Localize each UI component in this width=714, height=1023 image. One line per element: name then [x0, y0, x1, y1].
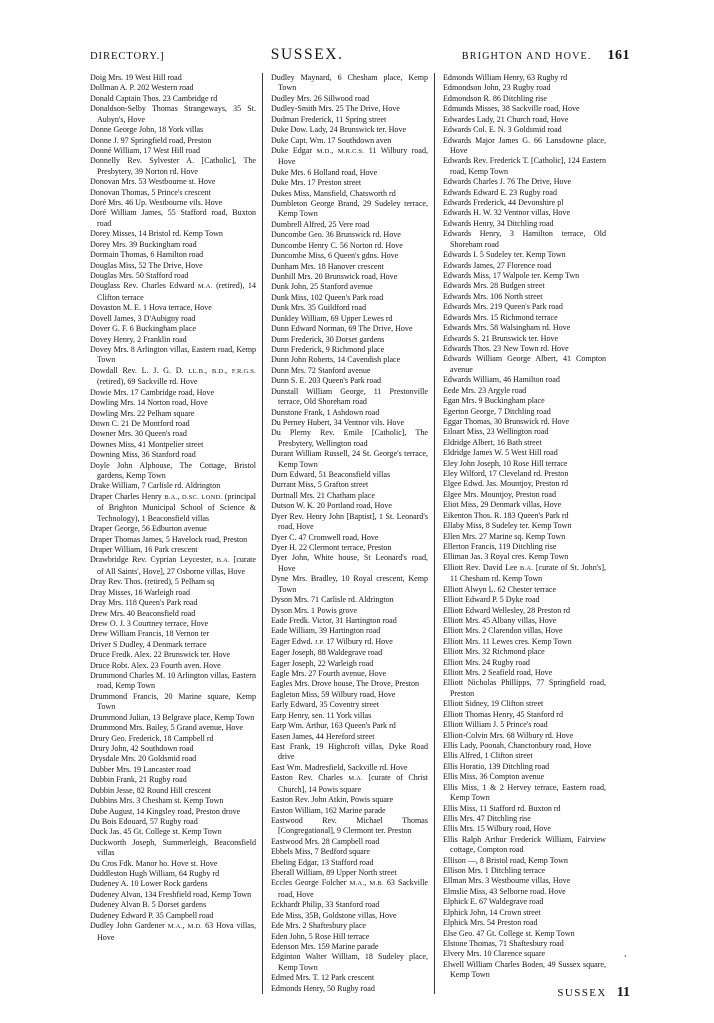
- directory-entry: Eager Joseph, 88 Waldegrave road: [271, 648, 383, 658]
- directory-entry: Else Geo. 47 Gt. College st. Kemp Town: [443, 928, 575, 938]
- directory-entry: Dovell James, 3 D'Aubigny road: [90, 313, 196, 323]
- directory-entry: Dudeney A. 10 Lower Rock gardens: [90, 879, 208, 889]
- directory-entry: Eede Mrs. 23 Argyle road: [443, 385, 527, 395]
- directory-entry: Elliott Edward Wellesley, 28 Preston rd: [443, 605, 570, 615]
- directory-entry: Edwards S. 21 Brunswick ter. Hove: [443, 333, 559, 343]
- directory-entry: Dubber Mrs. 19 Lancaster road: [90, 764, 191, 774]
- directory-entry: Elliott Nicholas Phillipps, 77 Springfield road, Preston: [443, 678, 606, 698]
- directory-entry: Downing Miss, 36 Stanford road: [90, 450, 196, 460]
- directory-entry: Driver S Dudley, 4 Denmark terrace: [90, 639, 207, 649]
- directory-entry: Drew Mrs. 40 Beaconsfield road: [90, 608, 196, 618]
- directory-entry: Edwards Mrs. 15 Richmond terrace: [443, 312, 558, 322]
- directory-entry: Elliman Jas. 3 Royal cres. Kemp Town: [443, 552, 569, 562]
- directory-entry: Edwards I. 5 Sudeley ter. Kemp Town: [443, 250, 566, 260]
- directory-entry: Dyer H. 22 Clermont terrace, Preston: [271, 542, 392, 552]
- directory-entry: Eagleton Miss, 59 Wilbury road, Hove: [271, 689, 396, 699]
- directory-entry: Dudley John Gardener M.A., M.D. 63 Hova villas, Hove: [90, 921, 256, 942]
- directory-entry: Eiloart Miss, 23 Wellington road: [443, 427, 549, 437]
- directory-entry: Ellis Horatio, 139 Ditchling road: [443, 761, 550, 771]
- directory-entry: Dunk Mrs. 35 Guildford road: [271, 303, 366, 313]
- directory-entry: Duck Jas. 45 Gt. College st. Kemp Town: [90, 827, 222, 837]
- directory-entry: Dumbleton George Brand, 29 Sudeley terrace, Kemp Town: [271, 199, 428, 219]
- directory-entry: Douglass Rev. Charles Edward M.A. (retired), 14 Clifton terrace: [90, 281, 256, 302]
- directory-entry: Eckhardt Philip, 33 Stanford road: [271, 900, 380, 910]
- directory-entry: Eggar Thomas, 30 Brunswick rd. Hove: [443, 416, 570, 426]
- directory-entry: Dunstall William George, 11 Prestonville terrace, Old Shoreham road: [271, 386, 428, 407]
- directory-entry: Eley John Joseph, 10 Rose Hill terrace: [443, 458, 568, 468]
- directory-entry: Easton William, 162 Marine parade: [271, 805, 386, 815]
- directory-entry: Edwards Thos. 23 New Town rd. Hove: [443, 343, 569, 353]
- directory-entry: Edwards Mrs. 106 North street: [443, 291, 543, 301]
- directory-entry: Edwards Charles J. 76 The Drive, Hove: [443, 177, 572, 187]
- directory-entry: Dovey Henry, 2 Franklin road: [90, 334, 187, 344]
- directory-entry: Downer Mrs. 30 Queen's road: [90, 429, 187, 439]
- directory-entry: Dunk Miss, 102 Queen's Park road: [271, 292, 384, 302]
- directory-entry: Dudeney Edward P. 35 Campbell road: [90, 910, 214, 920]
- directory-entry: Eberall William, 89 Upper North street: [271, 868, 397, 878]
- directory-entry: Ellis Miss, 11 Stafford rd. Buxton rd: [443, 803, 561, 813]
- directory-entry: Donne J. 97 Springfield road, Preston: [90, 135, 212, 145]
- directory-entry: Drew William Francis, 18 Vernon ter: [90, 629, 210, 639]
- directory-entry: Duke Capt. Wm. 17 Southdown aven: [271, 135, 392, 145]
- directory-entry: Eliot Miss, 29 Denmark villas, Hove: [443, 500, 562, 510]
- directory-entry: Draper Thomas James, 5 Havelock road, Preston: [90, 534, 248, 544]
- directory-entry: Dowdall Rev. L. J. G. D. LL.B., B.D., F.R.G.S. (retired), 69 Sackville rd. Hove: [90, 365, 256, 387]
- directory-entry: Dunn Edward Norman, 69 The Drive, Hove: [271, 324, 413, 334]
- directory-entry: Elwell William Charles Boden, 49 Sussex square, Kemp Town: [443, 959, 606, 980]
- directory-entry: Edwards Miss, 17 Walpole ter. Kemp Twn: [443, 271, 580, 281]
- directory-entry: Drawbridge Rev. Cyprian Leycester, B.A. [curate of All Saints', Hove], 27 Osborne villas, Hove: [90, 555, 256, 576]
- directory-entry: Dubbin Frank, 21 Rugby road: [90, 775, 187, 785]
- directory-entry: Easton Rev. Charles M.A. [curate of Christ Church], 14 Powis square: [271, 773, 429, 794]
- directory-entry: Dorey Mrs. 39 Buckingham road: [90, 239, 197, 249]
- directory-entry: Dormain Thomas, 6 Hamilton road: [90, 250, 204, 260]
- directory-entry: Dudley-Smith Mrs. 25 The Drive, Hove: [271, 104, 400, 114]
- directory-entry: Drake William, 7 Carlisle rd. Aldrington: [90, 481, 221, 491]
- directory-entry: Duncombe Geo. 36 Brunswick rd. Hove: [271, 230, 401, 240]
- directory-entry: Duke Mrs. 6 Holland road, Hove: [271, 167, 378, 177]
- directory-entry: Ellis Mrs. 15 Wilbury road, Hove: [443, 824, 551, 834]
- directory-entry: Edmed Mrs. T. 12 Park crescent: [271, 973, 375, 983]
- catchword: SUSSEX: [557, 987, 607, 999]
- directory-entry: Edwards James, 27 Florence road: [443, 260, 552, 270]
- directory-entry: Edwardes Lady, 21 Church road, Hove: [443, 114, 569, 124]
- directory-entry: Drury Geo. Frederick, 18 Campbell rd: [90, 733, 214, 743]
- directory-column-1: [90, 73, 262, 994]
- directory-entry: Dunk John, 25 Stanford avenue: [271, 282, 373, 292]
- directory-entry: Dudman Frederick, 11 Spring street: [271, 114, 387, 124]
- directory-entry: Easton Rev. John Atkin, Powis square: [271, 795, 394, 805]
- directory-entry: Earp Henry, sen. 11 York villas: [271, 710, 372, 720]
- directory-entry: East Wm. Madresfield, Sackville rd. Hove: [271, 762, 408, 772]
- directory-entry: Eden John, 5 Rose Hill terrace: [271, 931, 370, 941]
- directory-entry: Elphick John, 14 Crown street: [443, 907, 541, 917]
- directory-entry: Dubbin Jesse, 82 Round Hill crescent: [90, 785, 212, 795]
- directory-entry: Duke Edgar M.D., M.R.C.S. 11 Wilbury road, Hove: [271, 145, 428, 167]
- page-footer: [90, 985, 630, 1001]
- directory-entry: Dudeney Alvan, 134 Freshfield road, Kemp Town: [90, 889, 252, 899]
- directory-entry: Donovan Thomas, 5 Prince's crescent: [90, 187, 211, 197]
- directory-entry: Doré Mrs. 46 Up. Westbourne vils. Hove: [90, 198, 223, 208]
- directory-entry: Dyne Mrs. Bradley, 10 Royal crescent, Kemp Town: [271, 574, 428, 594]
- directory-entry: Draper Charles Henry B.A., D.SC. LOND. (principal of Brighton Municipal School of Science & Technology), 1 Beaconsfield villas: [90, 491, 257, 523]
- directory-entry: Elstone Thomas, 71 Shaftesbury road: [443, 939, 564, 949]
- directory-entry: Draper William, 16 Park crescent: [90, 544, 198, 554]
- directory-entry: Dunn Mrs. 72 Stanford avenue: [271, 365, 371, 375]
- directory-entry: Elliott Sidney, 19 Clifton street: [443, 699, 544, 709]
- directory-entry: Donaldson-Selby Thomas Strangeways, 35 St. Aubyn's, Hove: [90, 104, 256, 124]
- directory-entry: Dubbins Mrs. 3 Chesham st. Kemp Town: [90, 796, 224, 806]
- directory-entry: East Frank, 19 Highcroft villas, Dyke Road drive: [271, 742, 428, 762]
- directory-entry: Eagle Mrs. 27 Fourth avenue, Hove: [271, 669, 387, 679]
- directory-entry: Dunn John Roberts, 14 Cavendish place: [271, 355, 401, 365]
- directory-entry: Eccles George Folcher M.A., M.B. 63 Sackville road, Hove: [271, 878, 428, 899]
- directory-entry: Drummond Mrs. Bailey, 5 Grand avenue, Hove: [90, 723, 244, 733]
- directory-entry: Egan Mrs. 9 Buckingham place: [443, 396, 545, 406]
- directory-entry: Elliott Alwyn L. 62 Chester terrace: [443, 584, 557, 594]
- directory-entry: Durrant Miss, 5 Grafton street: [271, 480, 369, 490]
- directory-entry: Eley Wilford, 17 Cleveland rd. Preston: [443, 469, 569, 479]
- directory-entry: Dray Mrs. 118 Queen's Park road: [90, 598, 198, 608]
- directory-entry: Edwards Henry, 34 Ditchling road: [443, 218, 554, 228]
- directory-entry: Dowie Mrs. 17 Cambridge road, Hove: [90, 387, 215, 397]
- directory-entry: Donnelly Rev. Sylvester A. [Catholic], The Presbytery, 39 Norton rd. Hove: [90, 156, 256, 176]
- directory-entry: Edwards Mrs. 28 Budgen street: [443, 281, 545, 291]
- directory-entry: Edwards Rev. Frederick T. [Catholic], 124 Eastern road, Kemp Town: [443, 156, 606, 176]
- directory-entry: Dube August, 14 Kingsley road, Preston drove: [90, 806, 241, 816]
- directory-entry: Elliott Mrs. 2 Clarendon villas, Hove: [443, 626, 563, 636]
- directory-column-3: [434, 73, 606, 994]
- directory-entry: Du Plerny Rev. Emile [Catholic], The Presbytery, Wellington road: [271, 428, 428, 448]
- directory-entry: Edwards William George Albert, 41 Compton avenue: [443, 354, 606, 374]
- directory-entry: Ellis Lady, Poonah, Chanctonbury road, Hove: [443, 741, 592, 750]
- directory-entry: Dollman A. P. 202 Western road: [90, 83, 194, 93]
- directory-entry: Edwards Mrs. 219 Queen's Park road: [443, 302, 563, 312]
- directory-entry: Ellaby Miss, 8 Sudeley ter. Kemp Town: [443, 521, 572, 531]
- directory-entry: Druce Fredk. Alex. 22 Brunswick ter. Hove: [90, 650, 231, 660]
- directory-entry: Eldridge James W. 5 West Hill road: [443, 448, 558, 458]
- directory-entry: Edwards H. W. 32 Ventnor villas, Hove: [443, 208, 571, 218]
- directory-entry: Druce Robt. Alex. 23 Fourth aven. Hove: [90, 660, 221, 670]
- directory-entry: Edmonds William Henry, 63 Rugby rd: [443, 73, 568, 82]
- running-head-left: DIRECTORY.]: [90, 51, 165, 62]
- directory-entry: Douglas Mrs. 50 Stafford road: [90, 271, 189, 281]
- directory-entry: Edmunds Misses, 38 Sackville road, Hove: [443, 104, 580, 114]
- page-number: 161: [607, 48, 630, 63]
- directory-entry: Elliott-Colvin Mrs. 68 Wilbury rd. Hove: [443, 730, 574, 740]
- directory-entry: Duddleston Hugh William, 64 Rugby rd: [90, 869, 220, 879]
- directory-entry: Dudley Maynard, 6 Chesham place, Kemp Town: [271, 73, 428, 93]
- directory-entry: Dunn Frederick, 30 Dorset gardens: [271, 334, 385, 344]
- directory-entry: Dorey Misses, 14 Bristol rd. Kemp Town: [90, 229, 223, 239]
- directory-entry: Durtnall Mrs. 21 Chatham place: [271, 490, 375, 500]
- directory-entry: Elphick E. 67 Waldegrave road: [443, 897, 544, 907]
- directory-entry: Ede Mrs. 2 Shaftesbury place: [271, 921, 366, 931]
- directory-entry: Elliott Mrs. 11 Lewes cres. Kemp Town: [443, 636, 572, 646]
- directory-entry: Duncombe Henry C. 56 Norton rd. Hove: [271, 240, 403, 250]
- running-head: [90, 46, 630, 68]
- directory-entry: Dudley Mrs. 26 Sillwood road: [271, 93, 370, 103]
- directory-entry: Eastwood Rev. Michael Thomas [Congregational], 9 Clermont ter. Preston: [271, 815, 428, 836]
- directory-entry: Elgee Mrs. Mountjoy, Preston road: [443, 489, 557, 499]
- directory-entry: Dyson Mrs. 71 Carlisle rd. Aldrington: [271, 595, 394, 605]
- directory-entry: Dover G. F. 6 Buckingham place: [90, 324, 196, 334]
- directory-entry: Dyer C. 47 Cromwell road, Hove: [271, 532, 379, 542]
- directory-entry: Edenson Mrs. 159 Marine parade: [271, 942, 379, 952]
- directory-entry: Eade William, 39 Hartington road: [271, 626, 381, 636]
- directory-entry: Donné William, 17 West Hill road: [90, 145, 201, 155]
- directory-entry: Donovan Mrs. 53 Westbourne st. Hove: [90, 177, 216, 187]
- directory-entry: Edmondson John, 23 Rugby road: [443, 83, 551, 93]
- directory-entry: Ellis Miss, 1 & 2 Hervey terrace, Eastern road, Kemp Town: [443, 782, 606, 803]
- directory-entry: Doré William James, 55 Stafford road, Buxton road: [90, 208, 256, 228]
- directory-entry: Ellis Mrs. 47 Ditchling rise: [443, 813, 531, 823]
- directory-entry: Egerton George, 7 Ditchling road: [443, 406, 551, 416]
- directory-entry: Elliott Mrs. 2 Seafield road, Hove: [443, 668, 553, 678]
- directory-entry: Ellerton Francis, 119 Ditchling rise: [443, 541, 557, 551]
- directory-entry: Edwards Mrs. 58 Walsingham rd. Hove: [443, 323, 571, 333]
- directory-entry: Elliott Mrs. 24 Rugby road: [443, 657, 530, 667]
- directory-entry: Duckworth Joseph, Summerleigh, Beaconsfield villas: [90, 837, 256, 858]
- directory-entry: Edmondson R. 86 Ditchling rise: [443, 93, 547, 103]
- press-tick-mark: ': [624, 954, 626, 965]
- directory-entry: Downes Miss, 41 Montpelier street: [90, 439, 204, 449]
- directory-entry: Eikenton Thos. R. 183 Queen's Park rd: [443, 510, 569, 520]
- directory-entry: Duncombe Miss, 6 Queen's gdns. Hove: [271, 251, 399, 261]
- directory-entry: Eager Joseph, 22 Warleigh road: [271, 658, 374, 668]
- directory-entry: Easen James, 44 Hereford street: [271, 731, 375, 741]
- directory-entry: Edwards Col. E. N. 3 Goldsmid road: [443, 125, 562, 135]
- directory-entry: Elphick Mrs. 54 Preston road: [443, 918, 538, 928]
- directory-entry: Du Perney Hubert, 34 Ventnor vils. Hove: [271, 417, 405, 427]
- directory-entry: Durant William Russell, 24 St. George's terrace, Kemp Town: [271, 449, 428, 469]
- directory-entry: Elmslie Miss, 43 Selborne road. Hove: [443, 886, 566, 896]
- directory-entry: Edginton Walter William, 18 Sudeley place, Kemp Town: [271, 952, 428, 972]
- directory-entry: Dovaston M. E. 1 Hova terrace, Hove: [90, 303, 212, 313]
- directory-entry: Earp Wm. Arthur, 163 Queen's Park rd: [271, 721, 396, 731]
- directory-entry: Eagles Mrs. Drove house, The Drove, Preston: [271, 679, 420, 689]
- directory-entry: Edwards Frederick, 44 Devonshire pl: [443, 198, 564, 208]
- directory-entry: Ellis Miss, 36 Compton avenue: [443, 772, 545, 782]
- directory-entry: Ebbels Miss, 7 Bedford square: [271, 847, 371, 857]
- directory-entry: Dumbrell Alfred, 25 Vere road: [271, 219, 370, 229]
- directory-entry: Elvery Mrs. 10 Clarence square: [443, 949, 546, 959]
- directory-entry: Eastwood Mrs. 28 Campbell road: [271, 836, 380, 846]
- directory-entry: Dyson Mrs. 1 Powis grove: [271, 605, 358, 615]
- directory-entry: Dunstone Frank, 1 Ashdown road: [271, 407, 380, 417]
- directory-entry: Edwards William, 46 Hamilton road: [443, 375, 560, 385]
- directory-entry: Elgee Edwd. Jas. Mountjoy, Preston rd: [443, 479, 569, 489]
- directory-entry: Durn Edward, 51 Beaconsfield villas: [271, 470, 391, 480]
- directory-entry: Eldridge Albert, 16 Bath street: [443, 437, 542, 447]
- directory-entry: Donne George John, 18 York villas: [90, 125, 204, 135]
- directory-entry: Ellen Mrs. 27 Marine sq. Kemp Town: [443, 531, 566, 541]
- directory-entry: Ellman Mrs. 3 Westbourne villas, Hove: [443, 876, 571, 886]
- directory-entry: Elliott William J. 5 Prince's road: [443, 720, 548, 730]
- directory-entry: Edwards Edward E. 23 Rugby road: [443, 187, 557, 197]
- directory-columns: [90, 73, 630, 994]
- directory-entry: Duke Mrs. 17 Preston street: [271, 178, 362, 188]
- directory-entry: Ellis Alfred, 1 Clifton street: [443, 751, 533, 761]
- directory-entry: Ebeling Edgar, 13 Stafford road: [271, 857, 374, 867]
- directory-entry: Du Bois Edouard, 57 Rugby road: [90, 816, 198, 826]
- directory-entry: Eager Edwd. J.P. 17 Wilbury rd. Hove: [271, 636, 393, 646]
- directory-entry: Elliott Thomas Henry, 45 Stanford rd: [443, 709, 564, 719]
- directory-entry: Dunham Mrs. 18 Hanover crescent: [271, 261, 384, 271]
- directory-entry: Edwards Major James G. 66 Lansdowne place, Hove: [443, 135, 606, 155]
- directory-entry: Down C. 21 De Montford road: [90, 418, 190, 428]
- directory-entry: Drummond Francis, 20 Marine square, Kemp Town: [90, 691, 256, 712]
- directory-entry: Drew O. J. 3 Courtney terrace, Hove: [90, 618, 209, 628]
- directory-entry: Dowling Mrs. 22 Pelham square: [90, 408, 195, 418]
- running-head-right-group: [462, 48, 630, 64]
- directory-entry: Elliott Rev. David Lee B.A. [curate of St. John's], 11 Chesham rd. Kemp Town: [443, 562, 607, 584]
- signature-mark: 11: [616, 985, 630, 1000]
- directory-entry: Edwards Henry, 3 Hamilton terrace, Old Shoreham road: [443, 229, 606, 249]
- directory-entry: Douglas Miss, 52 The Drive, Hove: [90, 260, 203, 270]
- directory-entry: Dunhill Mrs. 20 Brunswick road, Hove: [271, 272, 398, 282]
- directory-entry: Eade Fredk. Victor, 31 Hartington road: [271, 615, 397, 625]
- directory-entry: Draper George, 56 Edburton avenue: [90, 524, 207, 534]
- running-head-right: BRIGHTON AND HOVE.: [461, 51, 592, 62]
- directory-entry: Dunn S. E. 203 Queen's Park road: [271, 376, 382, 386]
- directory-entry: Elliott Edward P. 5 Dyke road: [443, 595, 540, 605]
- directory-entry: Du Cros Fdk. Manor ho. Hove st. Hove: [90, 858, 218, 868]
- directory-entry: Edmonds Henry, 50 Rugby road: [271, 983, 375, 993]
- directory-entry: Elliott Mrs. 45 Albany villas, Hove: [443, 615, 557, 625]
- directory-column-2: [262, 73, 434, 994]
- directory-entry: Drummond Julian, 13 Belgrave place, Kemp Town: [90, 712, 255, 722]
- directory-entry: Ellison —, 8 Bristol road, Kemp Town: [443, 855, 568, 865]
- directory-entry: Dukes Miss, Mansfield, Chatsworth rd: [271, 188, 396, 198]
- directory-entry: Drummond Charles M. 10 Arlington villas, Eastern road, Kemp Town: [90, 671, 256, 691]
- directory-entry: Dray Misses, 16 Warleigh road: [90, 587, 190, 597]
- directory-entry: Duke Dow. Lady, 24 Brunswick ter. Hove: [271, 125, 407, 135]
- directory-entry: Ellis Ralph Arthur Frederick William, Fairview cottage, Compton road: [443, 834, 606, 855]
- directory-entry: Dyer John, White house, St Leonard's road, Hove: [271, 553, 428, 573]
- directory-entry: Dunkley William, 69 Upper Lewes rd: [271, 313, 393, 323]
- directory-entry: Dowling Mrs. 14 Norton road, Hove: [90, 398, 208, 408]
- directory-entry: Ellison Mrs. 1 Ditchling terrace: [443, 866, 546, 876]
- directory-entry: Elliott Mrs. 32 Richmond place: [443, 647, 545, 657]
- directory-entry: Dyer Rev. Henry John [Baptist], 1 St. Leonard's road, Hove: [271, 511, 428, 532]
- directory-entry: Early Edward, 35 Coventry street: [271, 700, 379, 710]
- directory-entry: Dovey Mrs. 8 Arlington villas, Eastern road, Kemp Town: [90, 344, 256, 365]
- running-head-center: SUSSEX.: [270, 46, 344, 63]
- directory-entry: Doyle John Alphouse, The Cottage, Bristol gardens, Kemp Town: [90, 460, 256, 481]
- directory-entry: Dray Rev. Thos. (retired), 5 Pelham sq: [90, 577, 215, 587]
- directory-entry: Doig Mrs. 19 West Hill road: [90, 73, 182, 82]
- directory-entry: Ede Miss, 35B, Goldstone villas, Hove: [271, 910, 397, 920]
- directory-entry: Dunn Frederick, 9 Richmond place: [271, 344, 385, 354]
- directory-entry: Drysdale Mrs. 20 Goldsmid road: [90, 754, 197, 764]
- directory-entry: Dudeney Alvan B. 5 Dorset gardens: [90, 900, 207, 910]
- directory-entry: Dutson W. K. 20 Portland road, Hove: [271, 501, 392, 511]
- directory-entry: Drury John, 42 Southdown road: [90, 744, 194, 753]
- directory-entry: Donald Captain Thos. 23 Cambridge rd: [90, 93, 218, 103]
